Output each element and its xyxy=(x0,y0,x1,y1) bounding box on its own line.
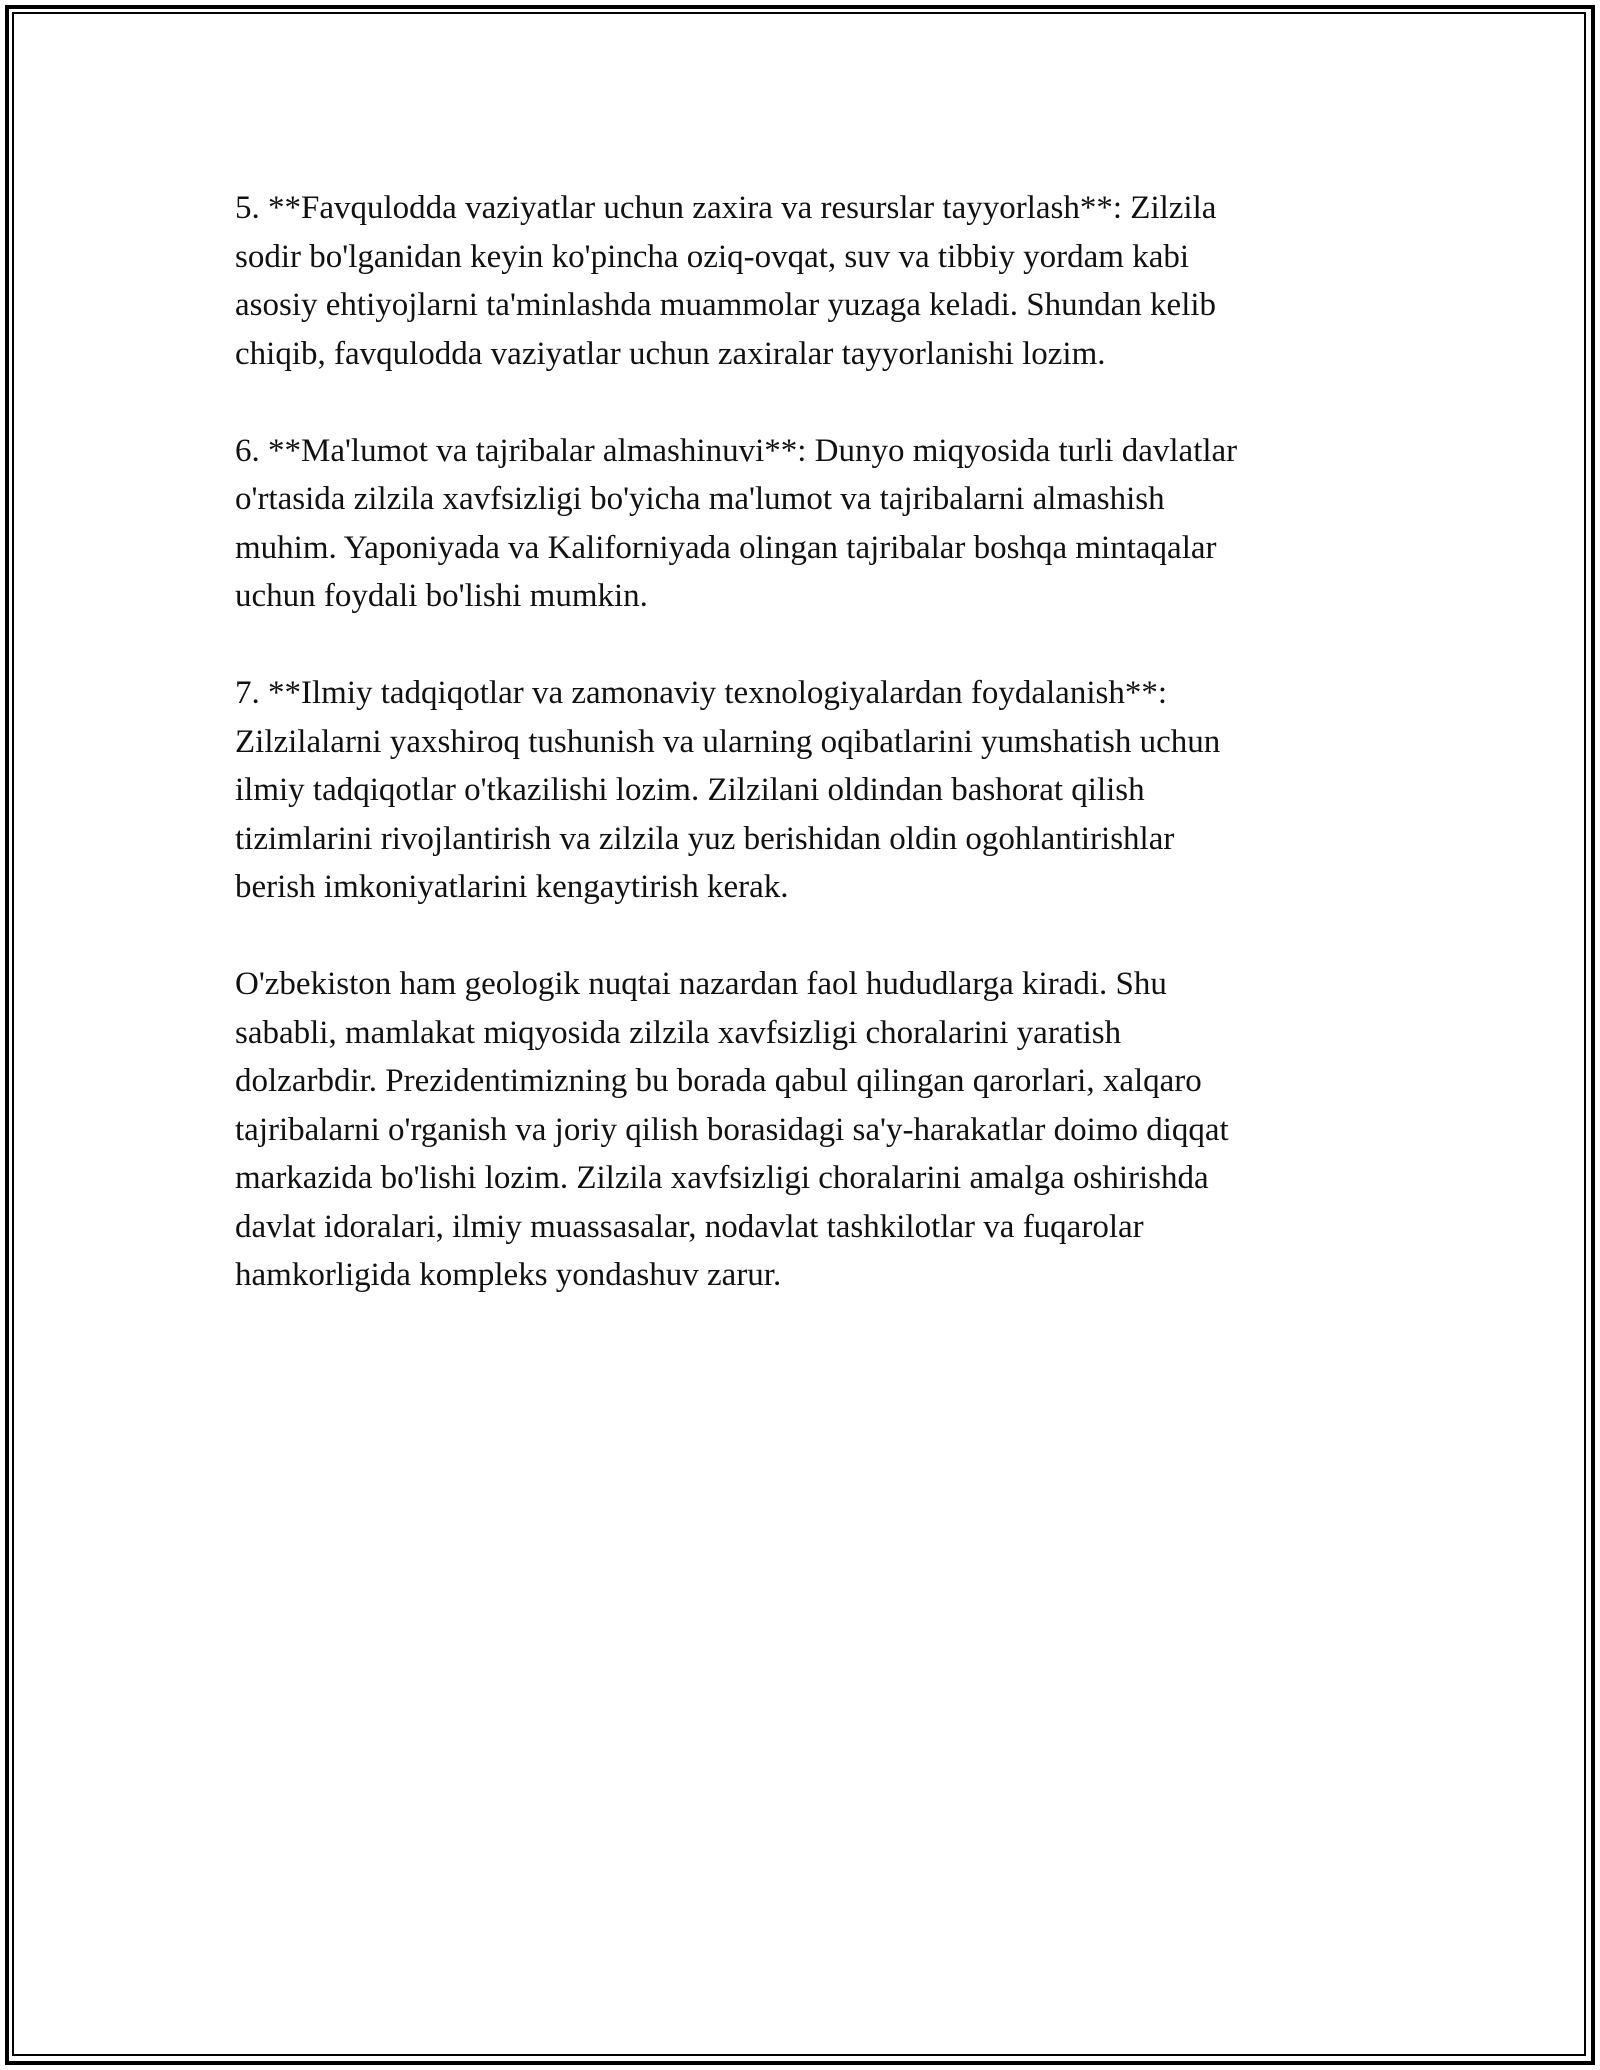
paragraph-item-5: 5. **Favqulodda vaziyatlar uchun zaxira va resurslar tayyorlash**: Zilzila sodir bo'lganidan keyin ko'pincha oziq-ovqat, suv va tibbiy yordam kabi asosiy ehtiyojlarni ta'minlashda muammolar yuzaga keladi. Shundan kelib chiqib, favqulodda vaziyatlar uchun zaxiralar tayyorlanishi lozim. xyxy=(235,190,1217,372)
document-body xyxy=(235,184,1375,1348)
paragraph-conclusion: O'zbekiston ham geologik nuqtai nazardan faol hududlarga kiradi. Shu sababli, mamlakat miqyosida zilzila xavfsizligi choralarini yaratish dolzarbdir. Prezidentimizning bu borada qabul qilingan qarorlari, xalqaro tajribalarni o'rganish va joriy qilish borasidagi sa'y-harakatlar doimo diqqat markazida bo'lishi lozim. Zilzila xavfsizligi choralarini amalga oshirishda davlat idoralari, ilmiy muassasalar, nodavlat tashkilotlar va fuqarolar hamkorligida kompleks yondashuv zarur. xyxy=(235,966,1229,1293)
paragraph-item-7: 7. **Ilmiy tadqiqotlar va zamonaviy texnologiyalardan foydalanish**: Zilzilalarni yaxshiroq tushunish va ularning oqibatlarini yumshatish uchun ilmiy tadqiqotlar o'tkazilishi lozim. Zilzilani oldindan bashorat qilish tizimlarini rivojlantirish va zilzila yuz berishidan oldin ogohlantirishlar berish imkoniyatlarini kengaytirish kerak. xyxy=(235,675,1221,905)
paragraph-item-6: 6. **Ma'lumot va tajribalar almashinuvi**: Dunyo miqyosida turli davlatlar o'rtasida zilzila xavfsizligi bo'yicha ma'lumot va tajribalarni almashish muhim. Yaponiyada va Kaliforniyada olingan tajribalar boshqa mintaqalar uchun foydali bo'lishi mumkin. xyxy=(235,432,1238,614)
